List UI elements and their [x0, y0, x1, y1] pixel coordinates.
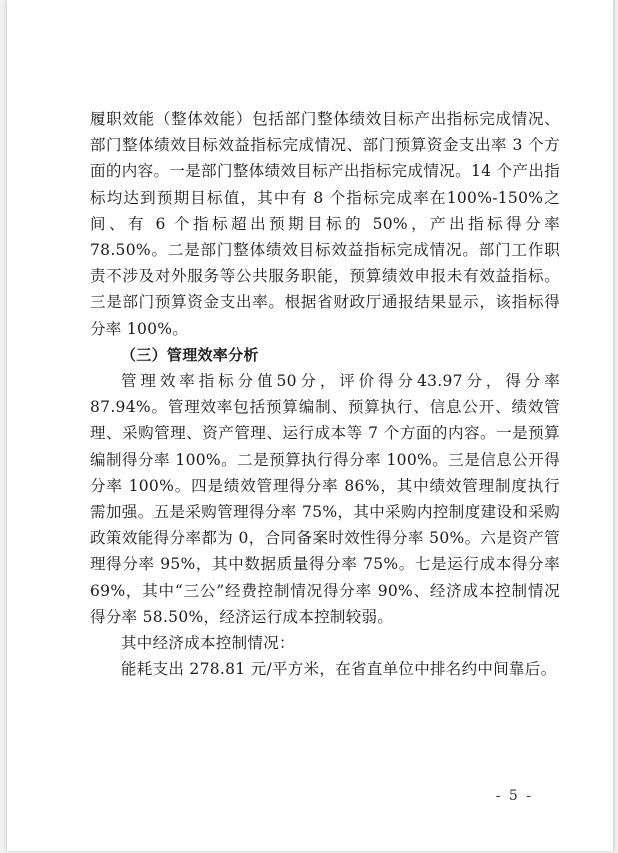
section-heading-management-efficiency: （三）管理效率分析	[121, 345, 259, 364]
body-text	[90, 106, 560, 682]
page-number: - 5 -	[495, 788, 533, 804]
paragraph-energy-expenditure: 能耗支出 278.81 元/平方米，在省直单位中排名约中间靠后。	[121, 660, 557, 679]
paragraph-management-efficiency: 管理效率指标分值50分，评价得分43.97分，得分率87.94%。管理效率包括预算编制、预算执行、信息公开、绩效管理、采购管理、资产管理、运行成本等 7 个方面的内容。一是预算编制得分率 100%。二是预算执行得分率 100%。三是信息公开得分率 100%。四是绩效管理得分率 86%，其中绩效管理制度执行需加强。五是采购管理得分率 75%，其中采购内控制度建设和采购政策效能得分率都为 0，合同备案时效性得分率 50%。六是资产管理得分率 95%，其中数据质量得分率 75%。七是运行成本得分率 69%，其中“三公”经费控制情况得分率 90%、经济成本控制情况得分率 58.50%，经济运行成本控制较弱。	[90, 372, 560, 626]
paragraph-performance-efficiency: 履职效能（整体效能）包括部门整体绩效目标产出指标完成情况、部门整体绩效目标效益指标完成情况、部门预算资金支出率 3 个方面的内容。一是部门整体绩效目标产出指标完成情况。14 个产出指标均达到预期目标值，其中有 8 个指标完成率在100%-150%之间、有 6 个指标超出预期目标的 50%，产出指标得分率 78.50%。二是部门整体绩效目标效益指标完成情况。部门工作职责不涉及对外服务等公共服务职能，预算绩效申报未有效益指标。三是部门预算资金支出率。根据省财政厅通报结果显示，该指标得分率 100%。	[90, 110, 560, 338]
paragraph-economic-cost-intro: 其中经济成本控制情况：	[121, 634, 295, 653]
document-page	[6, 0, 614, 851]
